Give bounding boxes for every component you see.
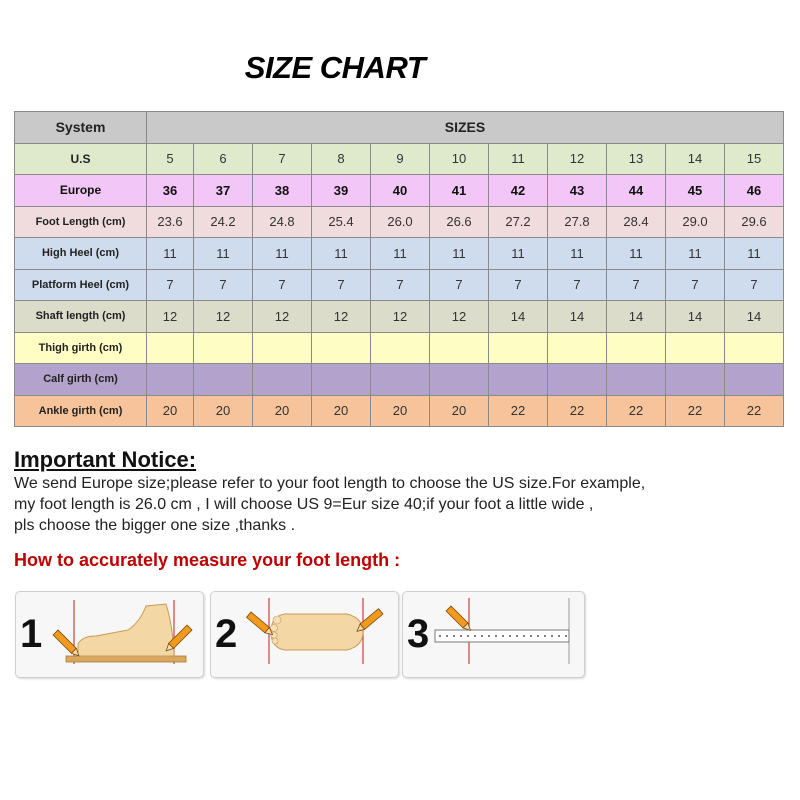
- table-cell: 5: [147, 143, 194, 175]
- table-cell: 7: [253, 143, 312, 175]
- table-cell: 26.0: [371, 206, 430, 238]
- table-cell: [430, 332, 489, 364]
- table-cell: 26.6: [430, 206, 489, 238]
- table-cell: 20: [253, 395, 312, 427]
- table-cell: 20: [312, 395, 371, 427]
- table-cell: 14: [607, 301, 666, 333]
- table-cell: [725, 332, 784, 364]
- table-cell: [147, 364, 194, 396]
- row-label: Platform Heel (cm): [15, 269, 147, 301]
- table-cell: [147, 332, 194, 364]
- table-row-europe: [15, 175, 784, 207]
- table-cell: 6: [194, 143, 253, 175]
- table-cell: 11: [725, 238, 784, 270]
- table-cell: 22: [607, 395, 666, 427]
- table-cell: 29.6: [725, 206, 784, 238]
- table-cell: 38: [253, 175, 312, 207]
- table-cell: 22: [666, 395, 725, 427]
- table-cell: 7: [194, 269, 253, 301]
- table-header-row: [15, 112, 784, 144]
- notice-line: We send Europe size;please refer to your foot length to choose the US size.For example,: [14, 475, 646, 492]
- table-cell: 20: [371, 395, 430, 427]
- table-cell: 29.0: [666, 206, 725, 238]
- table-row-thigh-girth: [15, 332, 784, 364]
- foot-top-view-with-pencils-icon: [211, 592, 398, 677]
- table-cell: 24.8: [253, 206, 312, 238]
- table-cell: 12: [253, 301, 312, 333]
- table-row-platform-heel: [15, 269, 784, 301]
- table-cell: 14: [725, 301, 784, 333]
- table-cell: 11: [607, 238, 666, 270]
- table-cell: [371, 364, 430, 396]
- table-cell: 14: [489, 301, 548, 333]
- table-cell: 11: [371, 238, 430, 270]
- table-cell: 7: [666, 269, 725, 301]
- table-cell: 46: [725, 175, 784, 207]
- table-cell: 12: [548, 143, 607, 175]
- table-cell: 11: [194, 238, 253, 270]
- size-chart-table: [14, 111, 784, 427]
- table-cell: 7: [548, 269, 607, 301]
- table-cell: 36: [147, 175, 194, 207]
- table-cell: 14: [548, 301, 607, 333]
- table-cell: [607, 332, 666, 364]
- table-row-ankle-girth: [15, 395, 784, 427]
- table-cell: 7: [253, 269, 312, 301]
- table-cell: [548, 332, 607, 364]
- table-cell: 12: [147, 301, 194, 333]
- step-3-panel: [402, 591, 585, 678]
- table-cell: 11: [312, 238, 371, 270]
- table-cell: 40: [371, 175, 430, 207]
- table-cell: 11: [489, 238, 548, 270]
- row-label: Ankle girth (cm): [15, 395, 147, 427]
- table-cell: 20: [430, 395, 489, 427]
- foot-side-view-with-pencils-icon: [16, 592, 203, 677]
- table-cell: 7: [725, 269, 784, 301]
- table-cell: 12: [194, 301, 253, 333]
- table-cell: 42: [489, 175, 548, 207]
- table-cell: 7: [371, 269, 430, 301]
- table-row-high-heel: [15, 238, 784, 270]
- table-cell: 11: [666, 238, 725, 270]
- table-cell: [489, 364, 548, 396]
- table-cell: 10: [430, 143, 489, 175]
- table-cell: 43: [548, 175, 607, 207]
- table-cell: [312, 364, 371, 396]
- table-cell: [548, 364, 607, 396]
- table-cell: 11: [253, 238, 312, 270]
- page-title: SIZE CHART: [244, 50, 426, 85]
- table-row-us: [15, 143, 784, 175]
- table-cell: 20: [147, 395, 194, 427]
- row-label: Foot Length (cm): [15, 206, 147, 238]
- table-cell: 45: [666, 175, 725, 207]
- table-cell: [489, 332, 548, 364]
- row-label: U.S: [15, 143, 147, 175]
- notice-line: pls choose the bigger one size ,thanks .: [14, 517, 296, 534]
- row-label: High Heel (cm): [15, 238, 147, 270]
- table-cell: 41: [430, 175, 489, 207]
- table-cell: [194, 364, 253, 396]
- step-number: 1: [20, 612, 43, 656]
- table-row-foot-length: [15, 206, 784, 238]
- table-cell: 12: [312, 301, 371, 333]
- table-cell: 27.2: [489, 206, 548, 238]
- table-cell: 15: [725, 143, 784, 175]
- table-cell: [725, 364, 784, 396]
- table-cell: 12: [371, 301, 430, 333]
- table-cell: [430, 364, 489, 396]
- table-cell: 9: [371, 143, 430, 175]
- table-cell: 23.6: [147, 206, 194, 238]
- table-cell: 22: [548, 395, 607, 427]
- table-cell: 11: [147, 238, 194, 270]
- table-cell: 12: [430, 301, 489, 333]
- table-cell: 11: [430, 238, 489, 270]
- table-cell: 7: [489, 269, 548, 301]
- table-cell: [253, 332, 312, 364]
- measure-heading: How to accurately measure your foot length :: [14, 550, 401, 570]
- table-cell: 14: [666, 301, 725, 333]
- table-cell: [194, 332, 253, 364]
- table-cell: [607, 364, 666, 396]
- row-label: Thigh girth (cm): [15, 332, 147, 364]
- step-2-panel: [210, 591, 399, 678]
- table-cell: 22: [725, 395, 784, 427]
- table-cell: 39: [312, 175, 371, 207]
- table-cell: [312, 332, 371, 364]
- table-row-shaft-length: [15, 301, 784, 333]
- table-cell: 11: [548, 238, 607, 270]
- table-cell: 7: [607, 269, 666, 301]
- table-cell: 25.4: [312, 206, 371, 238]
- table-cell: 27.8: [548, 206, 607, 238]
- step-number: 3: [407, 612, 430, 656]
- system-header: System: [15, 112, 147, 144]
- table-cell: [666, 332, 725, 364]
- row-label: Calf girth (cm): [15, 364, 147, 396]
- row-label: Shaft length (cm): [15, 301, 147, 333]
- table-cell: 37: [194, 175, 253, 207]
- ruler-measure-icon: [403, 592, 584, 677]
- notice-line: my foot length is 26.0 cm , I will choose US 9=Eur size 40;if your foot a little wide ,: [14, 496, 594, 513]
- sizes-header: SIZES: [147, 112, 784, 144]
- table-cell: 20: [194, 395, 253, 427]
- table-row-calf-girth: [15, 364, 784, 396]
- table-cell: 7: [147, 269, 194, 301]
- step-1-panel: [15, 591, 204, 678]
- table-cell: [371, 332, 430, 364]
- table-cell: 11: [489, 143, 548, 175]
- table-cell: 7: [430, 269, 489, 301]
- row-label: Europe: [15, 175, 147, 207]
- table-cell: 22: [489, 395, 548, 427]
- table-cell: 28.4: [607, 206, 666, 238]
- table-cell: [253, 364, 312, 396]
- step-number: 2: [215, 612, 238, 656]
- table-cell: 14: [666, 143, 725, 175]
- table-cell: 24.2: [194, 206, 253, 238]
- table-cell: 44: [607, 175, 666, 207]
- notice-heading: Important Notice:: [14, 447, 197, 472]
- table-cell: 8: [312, 143, 371, 175]
- table-cell: [666, 364, 725, 396]
- table-cell: 13: [607, 143, 666, 175]
- table-cell: 7: [312, 269, 371, 301]
